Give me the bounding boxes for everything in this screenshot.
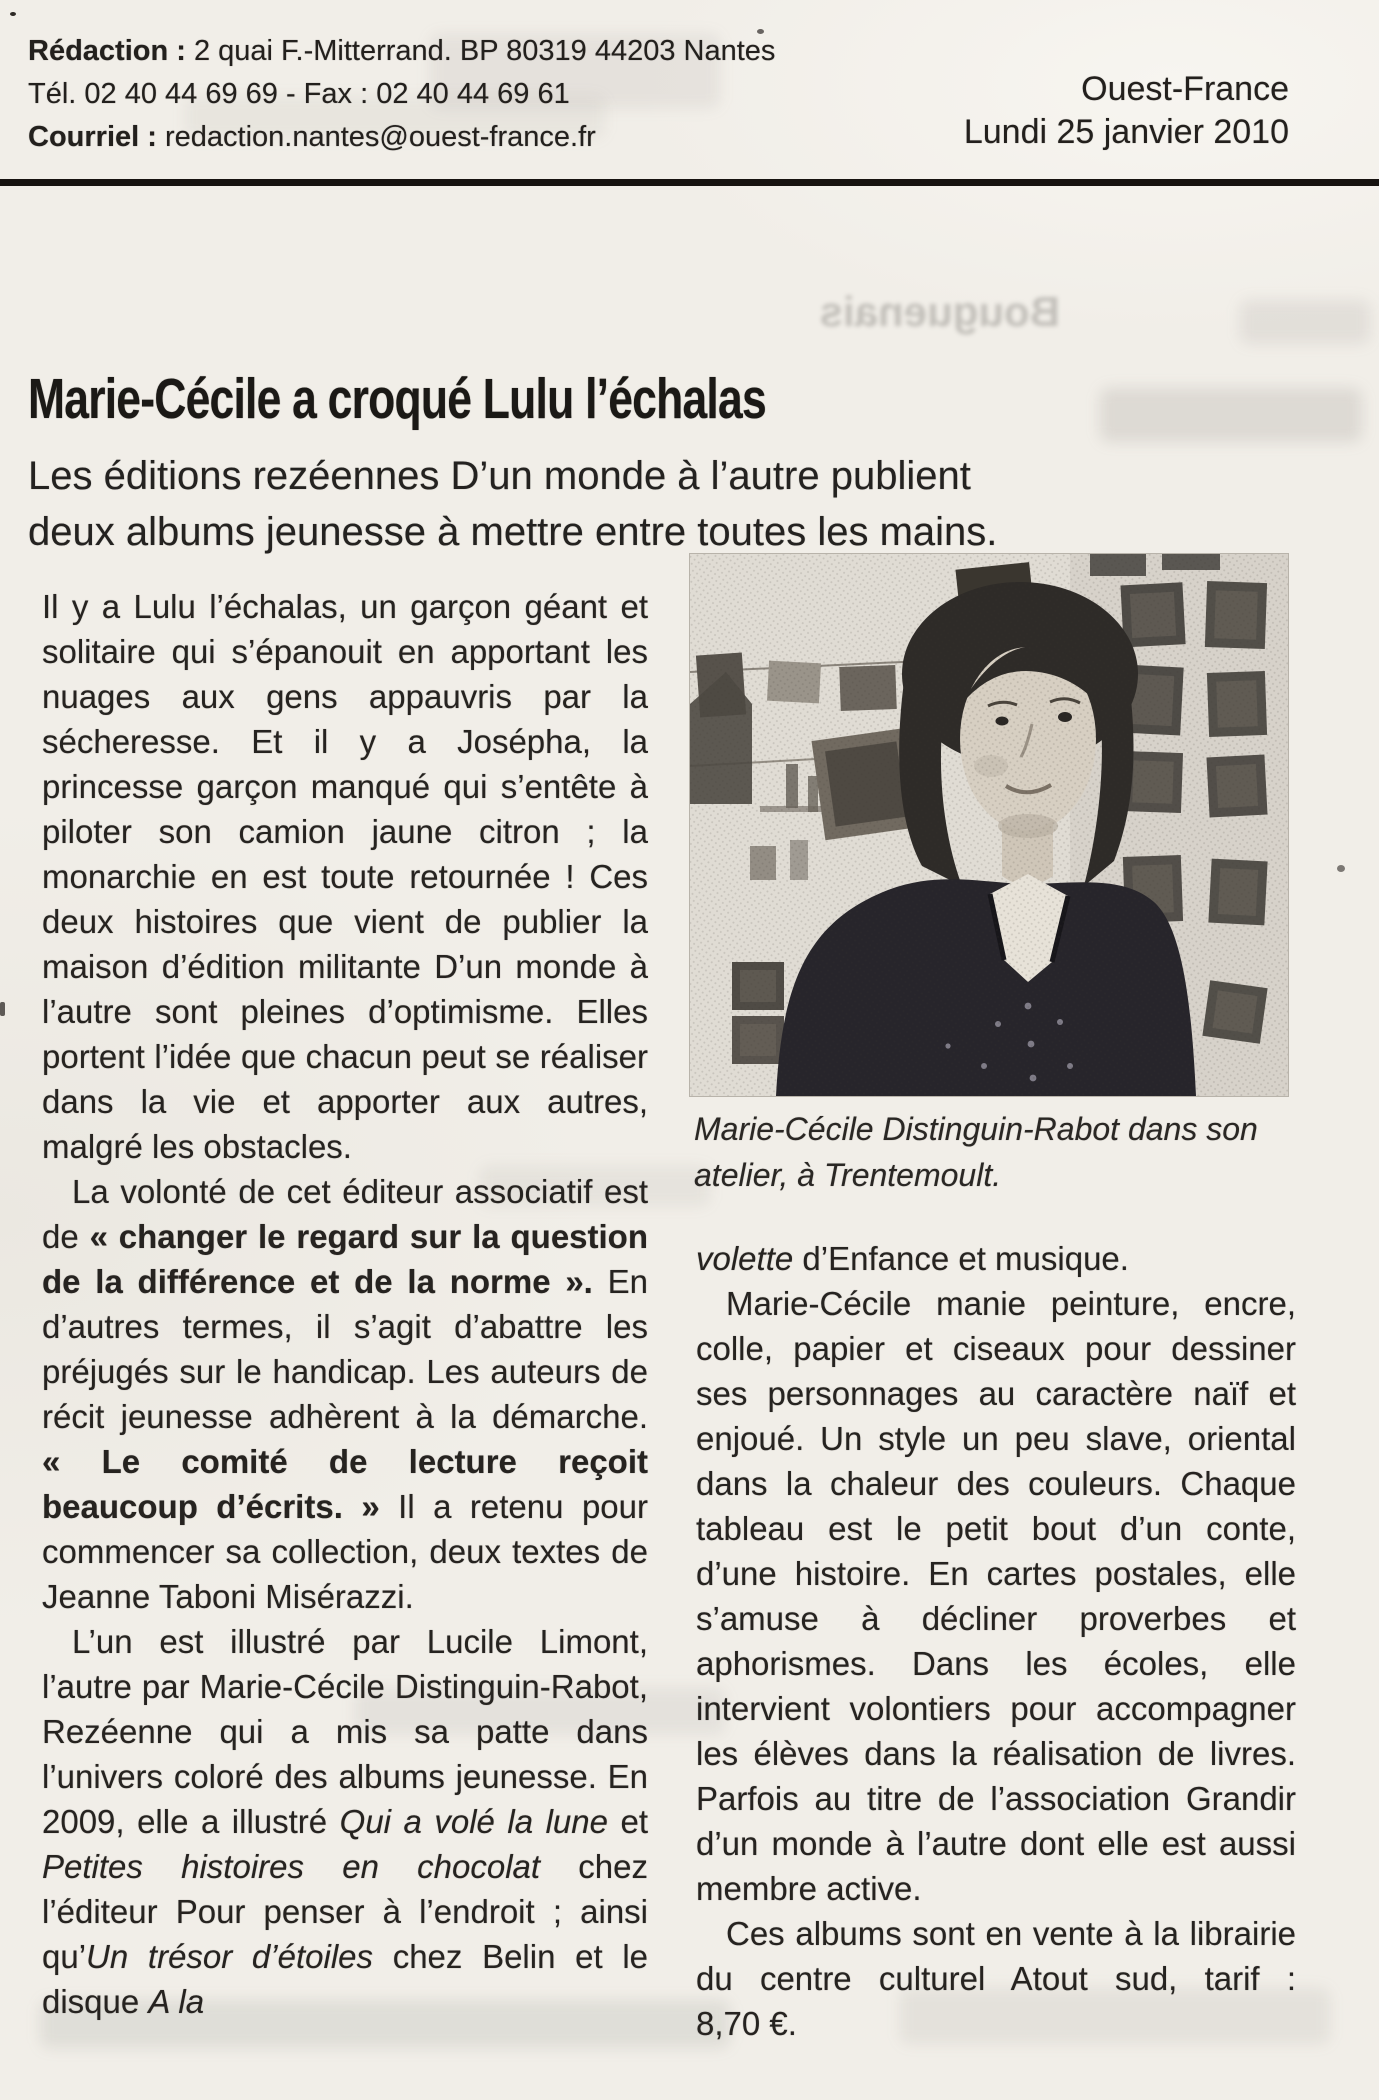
paragraph xyxy=(696,1281,1296,1911)
edition-date: Lundi 25 janvier 2010 xyxy=(963,113,1289,151)
paragraph xyxy=(696,1911,1296,2046)
courriel-line xyxy=(28,116,775,159)
redaction-label: Rédaction : xyxy=(28,35,186,67)
body-text: Il a retenu pour commencer sa collection, deux textes de Jeanne Taboni Misérazzi. xyxy=(42,1488,648,1615)
book-title: Qui a volé la lune xyxy=(339,1803,608,1840)
standfirst-line: deux albums jeunesse à mettre entre toutes les mains. xyxy=(28,510,998,554)
bleed-through-blob xyxy=(1240,300,1370,344)
paragraph xyxy=(42,584,648,1169)
photo-caption: Marie-Cécile Distinguin-Rabot dans son atelier, à Trentemoult. xyxy=(694,1111,1258,1193)
scan-speck xyxy=(0,1002,5,1016)
article-standfirst xyxy=(28,448,997,560)
quote-bold: « Le comité de lecture reçoit beaucoup d’écrits. » xyxy=(42,1443,648,1525)
redaction-address: 2 quai F.-Mitterrand. BP 80319 44203 Nantes xyxy=(185,35,776,67)
body-text: chez Belin et le disque xyxy=(42,1938,649,2020)
bleed-through-text: Bouguenais xyxy=(819,288,1060,335)
paragraph xyxy=(42,1619,648,2024)
disc-title: volette xyxy=(696,1240,794,1277)
scan-speck xyxy=(10,12,16,16)
body-text: En d’autres termes, il s’agit d’abattre les préjugés sur le handicap. Les auteurs de récit jeunesse adhèrent à la démarche. xyxy=(42,1263,648,1435)
paragraph xyxy=(696,1236,1296,1281)
scan-speck xyxy=(1337,865,1345,872)
article-photo-woman-atelier xyxy=(690,554,1288,1096)
body-text: Marie-Cécile manie peinture, encre, colle, papier et ciseaux pour dessiner ses personnages au caractère naïf et enjoué. Un style un peu slave, oriental dans la chaleur des couleurs. Chaque tableau est le petit bout d’un conte, d’une histoire. En cartes postales, elle s’amuse à décliner proverbes et aphorismes. Dans les écoles, elle intervient volontiers pour accompagner les élèves dans la réalisation de livres. Parfois au titre de l’association Grandir d’un monde à l’autre dont elle est aussi membre active. xyxy=(696,1285,1296,1907)
paragraph xyxy=(42,1169,648,1619)
standfirst-line: Les éditions rezéennes D’un monde à l’autre publient xyxy=(28,454,971,498)
masthead-edition-block xyxy=(964,68,1289,154)
courriel-label: Courriel : xyxy=(28,121,157,153)
masthead-contact-block xyxy=(28,30,775,159)
masthead-divider xyxy=(0,179,1379,186)
body-text: d’Enfance et musique. xyxy=(793,1240,1129,1277)
courriel-address: redaction.nantes@ouest-france.fr xyxy=(156,121,596,153)
book-title: Un trésor d’étoiles xyxy=(86,1938,374,1975)
body-text: L’un est illustré par Lucile Limont, l’autre par Marie-Cécile Distinguin-Rabot, Rezéenne qui a mis sa patte dans l’univers coloré des albums jeunesse. En 2009, elle a illustré xyxy=(42,1623,648,1840)
body-text: Ces albums sont en vente à la librairie du centre culturel Atout sud, tarif : 8,70 €. xyxy=(696,1915,1296,2042)
quote-bold: « changer le regard sur la question de la différence et de la norme ». xyxy=(42,1218,648,1300)
body-text: La volonté de cet éditeur associatif est de xyxy=(42,1173,648,1255)
body-text: et xyxy=(607,1803,648,1840)
book-title: A la xyxy=(148,1983,205,2020)
book-title: Petites histoires en chocolat xyxy=(42,1848,541,1885)
redaction-line xyxy=(28,30,775,73)
body-text: Il y a Lulu l’échalas, un garçon géant et solitaire qui s’épanouit en apportant les nuages aux gens appauvris par la sécheresse. Et il y a Josépha, la princesse garçon manqué qui s’entête à piloter son camion jaune citron ; la monarchie en est toute retournée ! Ces deux histoires que vient de publier la maison d’édition militante D’un monde à l’autre sont pleines d’optimisme. Elles portent l’idée que chacun peut se réaliser dans la vie et apporter aux autres, malgré les obstacles. xyxy=(42,588,648,1165)
article-headline: Marie-Cécile a croqué Lulu l’échalas xyxy=(28,367,766,431)
phone-fax-line: Tél. 02 40 44 69 69 - Fax : 02 40 44 69 61 xyxy=(28,78,570,110)
article-column-right xyxy=(696,1236,1296,2046)
newspaper-name: Ouest-France xyxy=(1081,70,1289,108)
bleed-through-blob xyxy=(1100,388,1362,442)
body-text: chez l’éditeur Pour penser à l’endroit ; ainsi qu’ xyxy=(42,1848,649,1975)
photo-illustration xyxy=(690,554,1288,1096)
article-column-left xyxy=(42,584,648,2024)
halftone-overlay xyxy=(690,554,1288,1096)
